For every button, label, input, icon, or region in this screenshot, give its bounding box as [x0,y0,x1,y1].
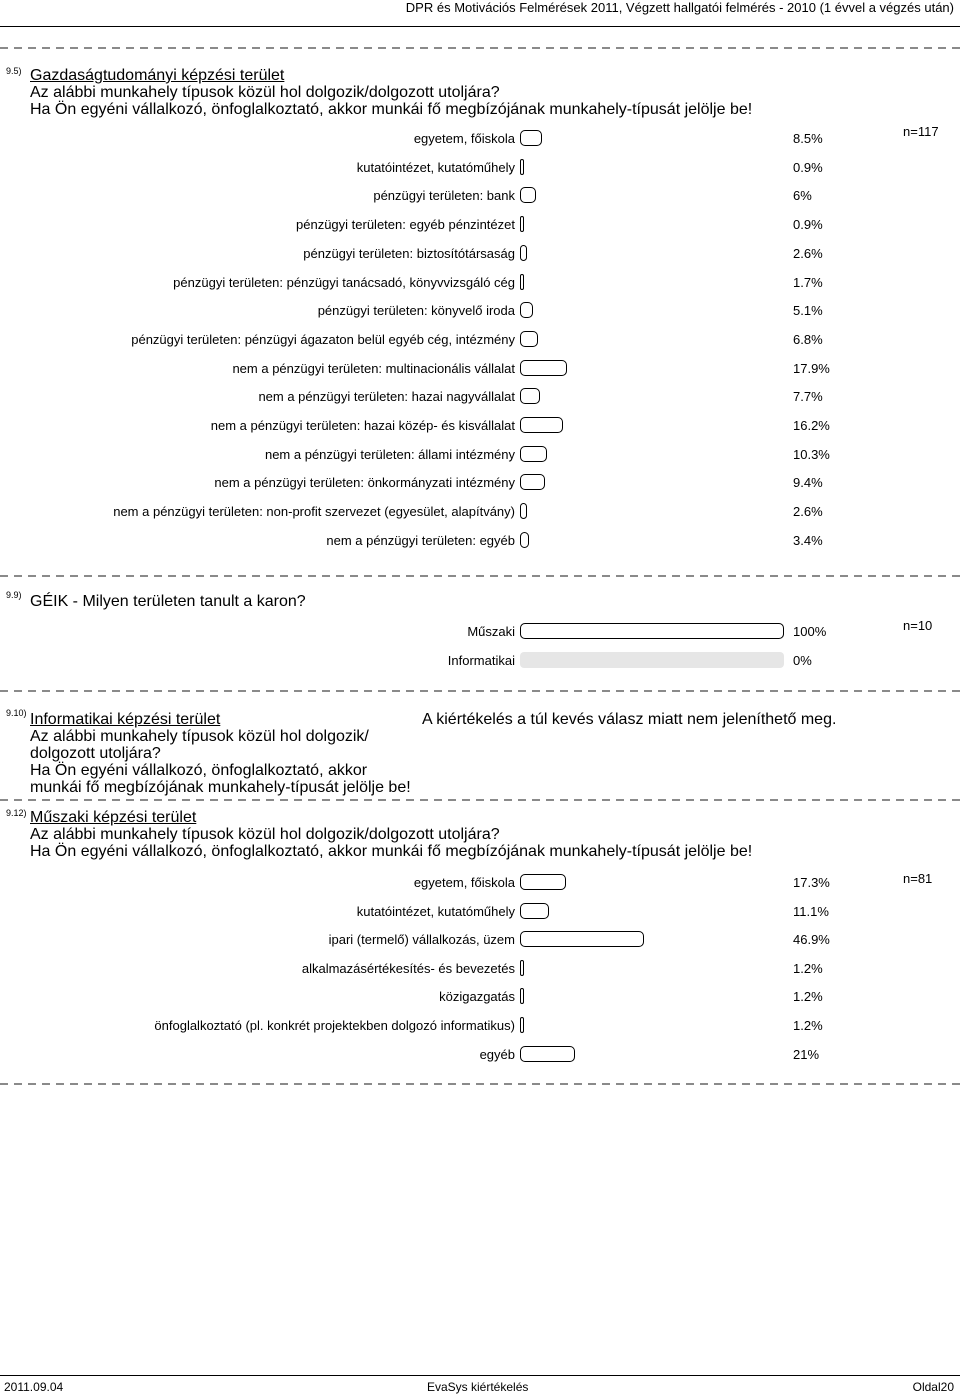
bar [520,874,566,890]
question-instruction: Ha Ön egyéni vállalkozó, önfoglalkoztató, akkor [30,762,368,779]
bar-track [520,1046,784,1062]
bar-track [520,130,784,146]
bar [520,446,547,462]
category-label: pénzügyi területen: egyéb pénzintézet [296,217,515,233]
bar [520,503,527,519]
bar [520,302,533,318]
category-label: nem a pénzügyi területen: hazai közép- és kisvállalat [210,418,515,433]
category-label: nem a pénzügyi területen: multinacionális vállalat [232,360,515,376]
value-label: 1.2% [793,960,823,976]
question-instruction: Ha Ön egyéni vállalkozó, önfoglalkoztató, akkor munkái fő megbízójának munkahely-típusát jelölje be! [30,101,753,118]
value-label: 16.2% [793,418,830,433]
bar-track [520,302,784,318]
question-title: Gazdaságtudományi képzési terület [30,67,285,84]
category-label: közigazgatás [439,989,515,1005]
question-text [30,593,306,610]
value-label: 6.8% [793,331,823,347]
chart-row [0,445,960,465]
category-label: nem a pénzügyi területen: non-profit szervezet (egyesület, alapítvány) [113,504,515,520]
section-divider [0,575,960,577]
bar-track [520,274,784,290]
bar [520,988,524,1004]
question-title: GÉIK - Milyen területen tanult a karon? [30,593,306,610]
chart-row [0,301,960,321]
category-label: nem a pénzügyi területen: egyéb [326,532,515,548]
bar [520,903,549,919]
bar [520,360,567,376]
section-divider [0,799,960,801]
value-label: 1.2% [793,989,823,1005]
bar-track [520,960,784,976]
value-label: 11.1% [793,903,829,919]
value-label: 0.9% [793,217,823,233]
value-label: 10.3% [793,446,830,462]
chart-row [0,158,960,178]
evaluation-note: A kiértékelés a túl kevés válasz miatt nem jeleníthető meg. [422,711,837,728]
category-label: alkalmazásértékesítés- és bevezetés [301,960,515,976]
bar-track [520,474,784,490]
bar [520,532,529,548]
sample-size: n=10 [903,618,933,633]
category-label: nem a pénzügyi területen: önkormányzati intézmény [214,475,515,491]
value-label: 21% [793,1046,820,1062]
bar-track [520,417,784,433]
value-label: 8.5% [793,131,823,146]
chart-row [0,215,960,235]
value-label: 1.2% [793,1018,823,1033]
chart-row [0,622,960,642]
bar-track [520,446,784,462]
bar-track [520,1017,784,1033]
category-label: egyetem, főiskola [413,875,515,890]
category-label: pénzügyi területen: könyvelő iroda [317,303,515,319]
chart-row [0,902,960,922]
category-label: kutatóintézet, kutatóműhely [356,159,515,175]
chart-row [0,387,960,407]
chart-row [0,1016,960,1036]
value-label: 46.9% [793,932,830,948]
chart-row [0,502,960,522]
bar-track [520,216,784,232]
bar [520,623,784,639]
sample-size: n=81 [903,871,933,886]
footer-page: Oldal20 [912,1380,954,1394]
value-label: 17.9% [793,360,830,376]
bar [520,1046,575,1062]
chart-row [0,873,960,893]
value-label: 100% [793,624,827,639]
chart-row [0,959,960,979]
question-number: 9.10) [6,708,27,718]
chart-row [0,930,960,950]
header-rule [0,26,960,27]
bar [520,474,545,490]
bar [520,1017,524,1033]
question-line: dolgozott utoljára? [30,745,161,762]
question-title: Informatikai képzési terület [30,711,221,728]
chart-row [0,416,960,436]
footer-date: 2011.09.04 [4,1380,64,1394]
value-label: 0.9% [793,159,823,175]
bar-track [520,532,784,548]
category-label: nem a pénzügyi területen: állami intézmény [264,446,515,462]
question-line: Az alábbi munkahely típusok közül hol dolgozik/dolgozott utoljára? [30,84,500,101]
sample-size: n=117 [903,124,939,139]
question-line: Az alábbi munkahely típusok közül hol dolgozik/ [30,728,369,745]
bar-track [520,245,784,261]
category-label: kutatóintézet, kutatóműhely [356,903,515,919]
chart-row [0,359,960,379]
bar-track [520,187,784,203]
bar [520,274,524,290]
section-divider [0,1083,960,1085]
value-label: 9.4% [793,475,823,491]
bar [520,159,524,175]
question-line: Az alábbi munkahely típusok közül hol dolgozik/dolgozott utoljára? [30,826,500,843]
footer-center: EvaSys kiértékelés [427,1380,529,1394]
bar-track [520,988,784,1004]
bar-track [520,159,784,175]
bar-track [520,331,784,347]
category-label: nem a pénzügyi területen: hazai nagyvállalat [258,389,515,405]
bar-track [520,503,784,519]
category-label: pénzügyi területen: bank [373,188,515,204]
bar [520,931,644,947]
header-title: DPR és Motivációs Felmérések 2011, Végzett hallgatói felmérés - 2010 (1 évvel a végzés után) [405,0,954,15]
question-title: Műszaki képzési terület [30,809,197,826]
category-label: pénzügyi területen: biztosítótársaság [303,245,515,261]
bar-track [520,652,784,668]
value-label: 5.1% [793,303,823,319]
chart-row [0,1045,960,1065]
section-divider [0,690,960,692]
value-label: 2.6% [793,245,823,261]
question-number: 9.9) [6,590,22,600]
chart-row [0,651,960,671]
value-label: 0% [793,653,812,668]
bar-track [520,360,784,376]
question-number: 9.12) [6,808,27,818]
bar [520,388,540,404]
bar [520,417,563,433]
category-label: pénzügyi területen: pénzügyi ágazaton belül egyéb cég, intézmény [131,331,515,347]
chart-row [0,531,960,551]
chart-row [0,129,960,149]
bar [520,331,538,347]
chart-row [0,186,960,206]
bar-track [520,874,784,890]
chart-row [0,273,960,293]
section-divider [0,47,960,49]
bar-track [520,931,784,947]
bar-track [520,903,784,919]
category-label: pénzügyi területen: pénzügyi tanácsadó, könyvvizsgáló cég [173,274,515,290]
question-text [30,67,752,118]
chart-row [0,244,960,264]
footer-rule [0,1375,960,1376]
category-label: Műszaki [467,624,515,639]
bar-track [520,388,784,404]
category-label: egyéb [479,1046,515,1062]
question-text [30,711,430,796]
chart-row [0,473,960,493]
bar [520,245,527,261]
category-label: önfoglalkoztató (pl. konkrét projektekben dolgozó informatikus) [154,1018,515,1033]
value-label: 3.4% [793,532,823,548]
category-label: ipari (termelő) vállalkozás, üzem [328,932,515,948]
bar [520,960,524,976]
bar [520,130,542,146]
bar [520,216,524,232]
bar-track [520,623,784,639]
value-label: 6% [793,188,812,204]
question-number: 9.5) [6,66,22,76]
value-label: 7.7% [793,389,823,405]
value-label: 1.7% [793,274,823,290]
value-label: 17.3% [793,875,830,890]
category-label: Informatikai [447,653,515,668]
value-label: 2.6% [793,504,823,520]
bar [520,187,536,203]
question-instruction: munkái fő megbízójának munkahely-típusát jelölje be! [30,779,411,796]
question-instruction: Ha Ön egyéni vállalkozó, önfoglalkoztató, akkor munkái fő megbízójának munkahely-típusát jelölje be! [30,843,753,860]
category-label: egyetem, főiskola [413,131,515,146]
chart-row [0,987,960,1007]
chart-row [0,330,960,350]
question-text [30,809,752,860]
